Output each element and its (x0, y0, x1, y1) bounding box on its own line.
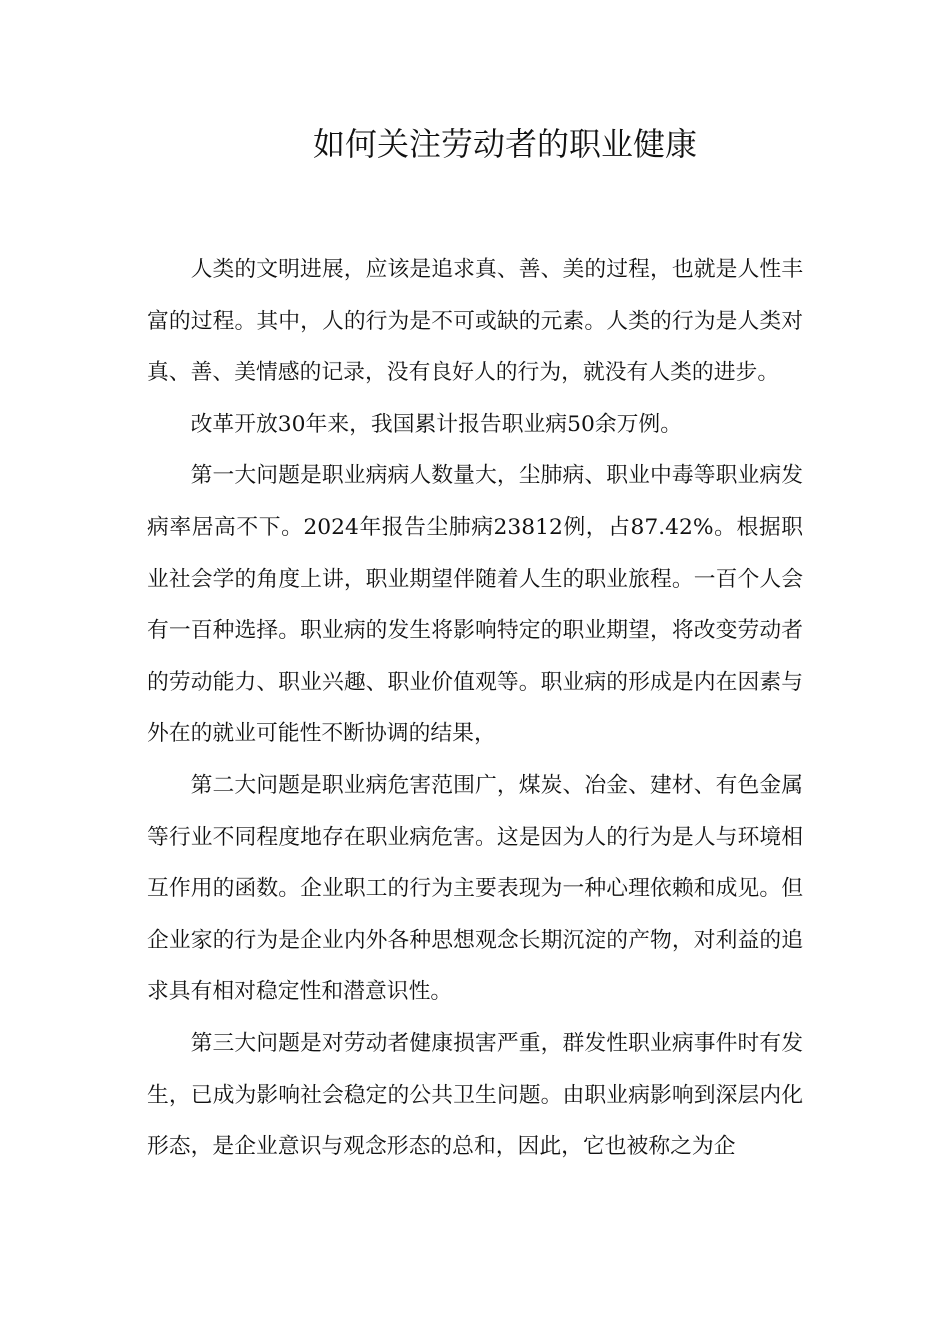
paragraph: 改革开放30年来，我国累计报告职业病50余万例。 (190, 411, 683, 437)
paragraph: 人类的文明进展，应该是追求真、善、美的过程，也就是人性丰富的过程。其中，人的行为是不可或缺的元素。人类的行为是人类对真、善、美情感的记录，没有良好人的行为，就没有人类的进步。 (147, 257, 803, 386)
paragraph: 第二大问题是职业病危害范围广，煤炭、冶金、建材、有色金属等行业不同程度地存在职业病危害。这是因为人的行为是人与环境相互作用的函数。企业职工的行为主要表现为一种心理依赖和成见。但企业家的行为是企业内外各种思想观念长期沉淀的产物，对利益的追求具有相对稳定性和潜意识性。 (147, 772, 803, 1005)
paragraph: 第三大问题是对劳动者健康损害严重，群发性职业病事件时有发生，已成为影响社会稳定的公共卫生问题。由职业病影响到深层内化形态，是企业意识与观念形态的总和，因此，它也被称之为企 (147, 1030, 803, 1160)
document-title: 如何关注劳动者的职业健康 (312, 125, 697, 163)
document-body (147, 244, 803, 1173)
paragraph: 第一大问题是职业病病人数量大，尘肺病、职业中毒等职业病发病率居高不下。2024年报告尘肺病23812例，占87.42%。根据职业社会学的角度上讲，职业期望伴随着人生的职业旅程。一百个人会有一百种选择。职业病的发生将影响特定的职业期望，将改变劳动者的劳动能力、职业兴趣、职业价值观等。职业病的形成是内在因素与外在的就业可能性不断协调的结果， (147, 463, 803, 747)
